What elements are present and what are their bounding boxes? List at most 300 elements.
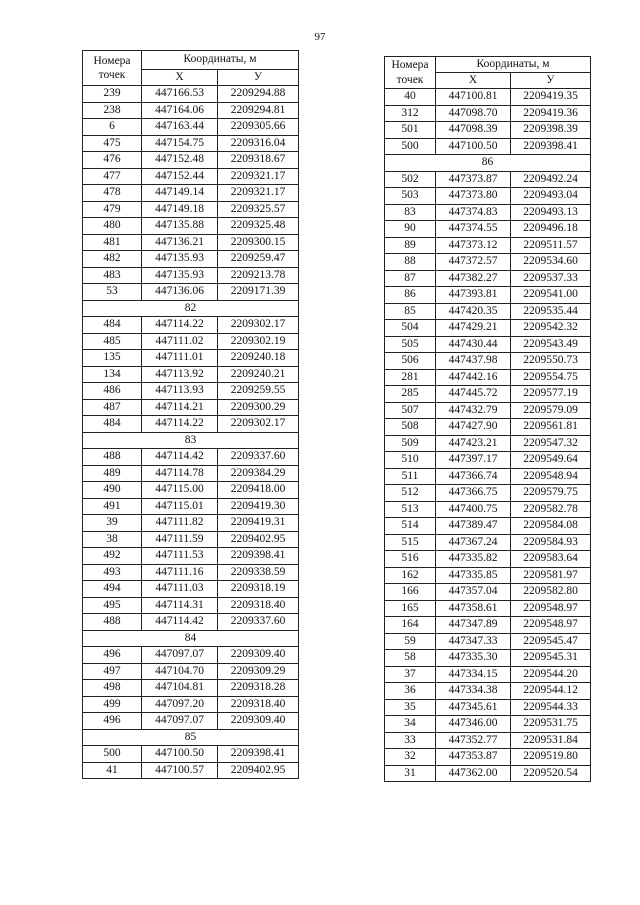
y-coordinate-cell: 2209384.29 — [218, 465, 299, 482]
table-row — [385, 567, 591, 584]
table-row — [385, 89, 591, 106]
table-row — [83, 152, 299, 169]
x-coordinate-cell: 447111.16 — [142, 564, 218, 581]
table-row — [83, 383, 299, 400]
y-coordinate-cell: 2209402.95 — [218, 531, 299, 548]
point-number-cell: 480 — [83, 218, 142, 235]
table-row — [83, 119, 299, 136]
table-row — [83, 465, 299, 482]
point-number-cell: 312 — [385, 105, 436, 122]
x-coordinate-cell: 447334.15 — [436, 666, 511, 683]
point-number-cell: 495 — [83, 597, 142, 614]
x-coordinate-cell: 447111.59 — [142, 531, 218, 548]
table-row — [83, 564, 299, 581]
table-row — [385, 419, 591, 436]
table-row — [385, 699, 591, 716]
table-left-body — [83, 86, 299, 779]
table-row — [385, 716, 591, 733]
table-row — [385, 336, 591, 353]
x-coordinate-cell: 447382.27 — [436, 270, 511, 287]
point-number-cell: 162 — [385, 567, 436, 584]
point-number-cell: 481 — [83, 234, 142, 251]
point-number-cell: 36 — [385, 683, 436, 700]
point-number-cell: 509 — [385, 435, 436, 452]
x-coordinate-cell: 447347.89 — [436, 617, 511, 634]
point-number-cell: 86 — [385, 287, 436, 304]
table-row — [385, 369, 591, 386]
table-row — [83, 251, 299, 268]
y-coordinate-cell: 2209213.78 — [218, 267, 299, 284]
point-number-cell: 490 — [83, 482, 142, 499]
point-number-cell: 488 — [83, 614, 142, 631]
x-coordinate-cell: 447100.57 — [142, 762, 218, 779]
table-row — [385, 386, 591, 403]
x-coordinate-cell: 447100.50 — [436, 138, 511, 155]
y-coordinate-cell: 2209535.44 — [511, 303, 591, 320]
y-coordinate-cell: 2209541.00 — [511, 287, 591, 304]
coordinates-header: Координаты, м — [436, 57, 591, 73]
x-coordinate-cell: 447393.81 — [436, 287, 511, 304]
x-coordinate-cell: 447432.79 — [436, 402, 511, 419]
y-coordinate-cell: 2209419.30 — [218, 498, 299, 515]
point-number-cell: 510 — [385, 452, 436, 469]
y-coordinate-cell: 2209577.19 — [511, 386, 591, 403]
table-row — [385, 204, 591, 221]
point-number-cell: 484 — [83, 317, 142, 334]
y-coordinate-cell: 2209318.40 — [218, 696, 299, 713]
table-row — [385, 452, 591, 469]
table-row — [83, 696, 299, 713]
table-row — [385, 749, 591, 766]
y-coordinate-cell: 2209543.49 — [511, 336, 591, 353]
table-row — [83, 86, 299, 103]
section-number: 84 — [83, 630, 299, 647]
table-row — [83, 102, 299, 119]
x-coordinate-cell: 447366.75 — [436, 485, 511, 502]
coordinates-table-right — [384, 56, 591, 782]
section-row — [385, 155, 591, 172]
y-coordinate-cell: 2209584.08 — [511, 518, 591, 535]
y-coordinate-cell: 2209419.36 — [511, 105, 591, 122]
table-row — [385, 732, 591, 749]
x-coordinate-cell: 447097.07 — [142, 713, 218, 730]
x-coordinate-cell: 447149.18 — [142, 201, 218, 218]
table-row — [83, 168, 299, 185]
y-coordinate-cell: 2209259.55 — [218, 383, 299, 400]
point-number-cell: 59 — [385, 633, 436, 650]
point-number-cell: 89 — [385, 237, 436, 254]
x-coordinate-cell: 447397.17 — [436, 452, 511, 469]
section-row — [83, 432, 299, 449]
point-number-cell: 37 — [385, 666, 436, 683]
x-coordinate-cell: 447111.02 — [142, 333, 218, 350]
y-coordinate-cell: 2209321.17 — [218, 185, 299, 202]
table-row — [83, 482, 299, 499]
section-number: 82 — [83, 300, 299, 317]
table-row — [385, 237, 591, 254]
x-coordinate-cell: 447427.90 — [436, 419, 511, 436]
x-coordinate-cell: 447163.44 — [142, 119, 218, 136]
y-coordinate-cell: 2209337.60 — [218, 614, 299, 631]
table-row — [83, 185, 299, 202]
point-number-cell: 498 — [83, 680, 142, 697]
x-coordinate-cell: 447136.06 — [142, 284, 218, 301]
x-coordinate-cell: 447104.70 — [142, 663, 218, 680]
points-header-line2: точек — [396, 73, 424, 86]
table-row — [83, 267, 299, 284]
y-coordinate-cell: 2209318.40 — [218, 597, 299, 614]
x-coordinate-cell: 447152.48 — [142, 152, 218, 169]
table-row — [385, 122, 591, 139]
y-coordinate-cell: 2209531.75 — [511, 716, 591, 733]
x-coordinate-cell: 447115.01 — [142, 498, 218, 515]
point-number-cell: 514 — [385, 518, 436, 535]
point-number-cell: 135 — [83, 350, 142, 367]
x-coordinate-cell: 447335.85 — [436, 567, 511, 584]
point-number-cell: 34 — [385, 716, 436, 733]
x-coordinate-cell: 447445.72 — [436, 386, 511, 403]
y-coordinate-cell: 2209309.40 — [218, 647, 299, 664]
point-number-cell: 483 — [83, 267, 142, 284]
table-row — [83, 317, 299, 334]
table-row — [83, 597, 299, 614]
x-coordinate-cell: 447374.55 — [436, 221, 511, 238]
x-coordinate-cell: 447334.38 — [436, 683, 511, 700]
table-row — [83, 515, 299, 532]
point-number-cell: 500 — [83, 746, 142, 763]
point-number-cell: 485 — [83, 333, 142, 350]
y-coordinate-cell: 2209582.80 — [511, 584, 591, 601]
x-coordinate-cell: 447373.80 — [436, 188, 511, 205]
section-number: 86 — [385, 155, 591, 172]
x-coordinate-cell: 447111.03 — [142, 581, 218, 598]
point-number-cell: 508 — [385, 419, 436, 436]
x-coordinate-cell: 447335.30 — [436, 650, 511, 667]
y-coordinate-cell: 2209547.32 — [511, 435, 591, 452]
table-row — [83, 399, 299, 416]
x-coordinate-cell: 447113.92 — [142, 366, 218, 383]
y-coordinate-cell: 2209542.32 — [511, 320, 591, 337]
y-coordinate-cell: 2209582.78 — [511, 501, 591, 518]
x-coordinate-cell: 447346.00 — [436, 716, 511, 733]
y-coordinate-cell: 2209549.64 — [511, 452, 591, 469]
y-coordinate-cell: 2209171.39 — [218, 284, 299, 301]
x-coordinate-cell: 447347.33 — [436, 633, 511, 650]
x-coordinate-cell: 447115.00 — [142, 482, 218, 499]
x-coordinate-cell: 447423.21 — [436, 435, 511, 452]
x-coordinate-cell: 447373.12 — [436, 237, 511, 254]
table-row — [83, 234, 299, 251]
x-coordinate-cell: 447104.81 — [142, 680, 218, 697]
table-row — [83, 762, 299, 779]
y-coordinate-cell: 2209544.12 — [511, 683, 591, 700]
point-number-cell: 31 — [385, 765, 436, 782]
table-row — [385, 270, 591, 287]
x-coordinate-cell: 447362.00 — [436, 765, 511, 782]
table-row — [83, 218, 299, 235]
y-coordinate-cell: 2209545.47 — [511, 633, 591, 650]
y-coordinate-cell: 2209305.66 — [218, 119, 299, 136]
section-row — [83, 630, 299, 647]
y-coordinate-cell: 2209581.97 — [511, 567, 591, 584]
table-row — [385, 650, 591, 667]
table-row — [83, 416, 299, 433]
y-coordinate-cell: 2209418.00 — [218, 482, 299, 499]
points-header-line1: Номера — [93, 54, 131, 67]
section-row — [83, 729, 299, 746]
x-coordinate-cell: 447166.53 — [142, 86, 218, 103]
table-row — [385, 188, 591, 205]
x-coordinate-cell: 447335.82 — [436, 551, 511, 568]
point-number-cell: 494 — [83, 581, 142, 598]
table-row — [83, 201, 299, 218]
point-number-cell: 479 — [83, 201, 142, 218]
x-coordinate-cell: 447372.57 — [436, 254, 511, 271]
y-coordinate-cell: 2209561.81 — [511, 419, 591, 436]
x-coordinate-cell: 447442.16 — [436, 369, 511, 386]
x-coordinate-cell: 447114.21 — [142, 399, 218, 416]
y-coordinate-cell: 2209337.60 — [218, 449, 299, 466]
point-number-cell: 87 — [385, 270, 436, 287]
section-number: 83 — [83, 432, 299, 449]
point-number-cell: 90 — [385, 221, 436, 238]
y-coordinate-cell: 2209294.88 — [218, 86, 299, 103]
y-coordinate-cell: 2209545.31 — [511, 650, 591, 667]
y-coordinate-cell: 2209492.24 — [511, 171, 591, 188]
y-coordinate-cell: 2209579.09 — [511, 402, 591, 419]
y-coordinate-cell: 2209398.41 — [218, 746, 299, 763]
x-coordinate-cell: 447437.98 — [436, 353, 511, 370]
point-number-cell: 165 — [385, 600, 436, 617]
table-row — [385, 303, 591, 320]
y-coordinate-cell: 2209398.41 — [218, 548, 299, 565]
x-coordinate-cell: 447114.78 — [142, 465, 218, 482]
point-number-cell: 492 — [83, 548, 142, 565]
y-coordinate-cell: 2209537.33 — [511, 270, 591, 287]
point-number-cell: 507 — [385, 402, 436, 419]
point-number-cell: 41 — [83, 762, 142, 779]
point-number-cell: 503 — [385, 188, 436, 205]
point-number-cell: 6 — [83, 119, 142, 136]
table-row — [83, 713, 299, 730]
x-coordinate-cell: 447113.93 — [142, 383, 218, 400]
table-row — [83, 284, 299, 301]
table-row — [385, 221, 591, 238]
y-coordinate-cell: 2209579.75 — [511, 485, 591, 502]
point-number-cell: 476 — [83, 152, 142, 169]
point-number-cell: 85 — [385, 303, 436, 320]
x-coordinate-cell: 447389.47 — [436, 518, 511, 535]
table-row — [385, 683, 591, 700]
table-row — [385, 105, 591, 122]
y-coordinate-cell: 2209584.93 — [511, 534, 591, 551]
point-number-cell: 33 — [385, 732, 436, 749]
y-column-header: У — [218, 70, 299, 86]
section-number: 85 — [83, 729, 299, 746]
point-number-cell: 487 — [83, 399, 142, 416]
point-number-cell: 482 — [83, 251, 142, 268]
y-coordinate-cell: 2209325.48 — [218, 218, 299, 235]
y-coordinate-cell: 2209493.13 — [511, 204, 591, 221]
point-number-cell: 496 — [83, 647, 142, 664]
x-coordinate-cell: 447100.50 — [142, 746, 218, 763]
x-coordinate-cell: 447357.04 — [436, 584, 511, 601]
table-row — [385, 468, 591, 485]
y-coordinate-cell: 2209531.84 — [511, 732, 591, 749]
y-coordinate-cell: 2209548.97 — [511, 600, 591, 617]
table-row — [385, 633, 591, 650]
x-coordinate-cell: 447114.42 — [142, 614, 218, 631]
table-row — [385, 600, 591, 617]
point-number-cell: 477 — [83, 168, 142, 185]
x-coordinate-cell: 447135.93 — [142, 251, 218, 268]
y-coordinate-cell: 2209318.67 — [218, 152, 299, 169]
y-coordinate-cell: 2209398.41 — [511, 138, 591, 155]
points-column-header — [385, 57, 436, 89]
y-coordinate-cell: 2209318.19 — [218, 581, 299, 598]
y-coordinate-cell: 2209419.35 — [511, 89, 591, 106]
table-row — [385, 518, 591, 535]
page-number: 97 — [314, 31, 326, 43]
point-number-cell: 281 — [385, 369, 436, 386]
point-number-cell: 475 — [83, 135, 142, 152]
point-number-cell: 513 — [385, 501, 436, 518]
point-number-cell: 88 — [385, 254, 436, 271]
point-number-cell: 40 — [385, 89, 436, 106]
table-row — [385, 435, 591, 452]
point-number-cell: 238 — [83, 102, 142, 119]
y-coordinate-cell: 2209259.47 — [218, 251, 299, 268]
point-number-cell: 502 — [385, 171, 436, 188]
x-coordinate-cell: 447164.06 — [142, 102, 218, 119]
y-coordinate-cell: 2209548.97 — [511, 617, 591, 634]
table-row — [83, 366, 299, 383]
x-coordinate-cell: 447135.88 — [142, 218, 218, 235]
y-coordinate-cell: 2209493.04 — [511, 188, 591, 205]
points-header-line1: Номера — [391, 59, 429, 72]
table-row — [385, 501, 591, 518]
y-coordinate-cell: 2209300.15 — [218, 234, 299, 251]
x-coordinate-cell: 447152.44 — [142, 168, 218, 185]
point-number-cell: 501 — [385, 122, 436, 139]
y-coordinate-cell: 2209302.19 — [218, 333, 299, 350]
x-coordinate-cell: 447352.77 — [436, 732, 511, 749]
y-coordinate-cell: 2209548.94 — [511, 468, 591, 485]
x-coordinate-cell: 447114.42 — [142, 449, 218, 466]
point-number-cell: 491 — [83, 498, 142, 515]
x-coordinate-cell: 447420.35 — [436, 303, 511, 320]
y-coordinate-cell: 2209318.28 — [218, 680, 299, 697]
y-coordinate-cell: 2209338.59 — [218, 564, 299, 581]
table-row — [385, 534, 591, 551]
table-row — [83, 498, 299, 515]
point-number-cell: 39 — [83, 515, 142, 532]
x-coordinate-cell: 447111.82 — [142, 515, 218, 532]
point-number-cell: 486 — [83, 383, 142, 400]
x-coordinate-cell: 447367.24 — [436, 534, 511, 551]
x-coordinate-cell: 447374.83 — [436, 204, 511, 221]
x-coordinate-cell: 447135.93 — [142, 267, 218, 284]
y-coordinate-cell: 2209519.80 — [511, 749, 591, 766]
table-row — [83, 647, 299, 664]
y-coordinate-cell: 2209583.64 — [511, 551, 591, 568]
table-row — [83, 581, 299, 598]
point-number-cell: 515 — [385, 534, 436, 551]
points-header-line2: точек — [98, 69, 126, 81]
x-coordinate-cell: 447098.70 — [436, 105, 511, 122]
point-number-cell: 506 — [385, 353, 436, 370]
y-coordinate-cell: 2209325.57 — [218, 201, 299, 218]
y-coordinate-cell: 2209316.04 — [218, 135, 299, 152]
y-coordinate-cell: 2209309.40 — [218, 713, 299, 730]
x-coordinate-cell: 447373.87 — [436, 171, 511, 188]
x-coordinate-cell: 447345.61 — [436, 699, 511, 716]
x-coordinate-cell: 447100.81 — [436, 89, 511, 106]
y-coordinate-cell: 2209398.39 — [511, 122, 591, 139]
table-row — [385, 551, 591, 568]
coordinates-table-left — [82, 50, 299, 779]
point-number-cell: 166 — [385, 584, 436, 601]
point-number-cell: 478 — [83, 185, 142, 202]
point-number-cell: 285 — [385, 386, 436, 403]
y-column-header: У — [511, 73, 591, 89]
y-coordinate-cell: 2209302.17 — [218, 317, 299, 334]
point-number-cell: 488 — [83, 449, 142, 466]
x-column-header: Х — [436, 73, 511, 89]
x-coordinate-cell: 447429.21 — [436, 320, 511, 337]
table-row — [385, 402, 591, 419]
point-number-cell: 83 — [385, 204, 436, 221]
y-coordinate-cell: 2209419.31 — [218, 515, 299, 532]
point-number-cell: 504 — [385, 320, 436, 337]
x-coordinate-cell: 447430.44 — [436, 336, 511, 353]
point-number-cell: 134 — [83, 366, 142, 383]
y-coordinate-cell: 2209550.73 — [511, 353, 591, 370]
table-row — [385, 171, 591, 188]
x-coordinate-cell: 447400.75 — [436, 501, 511, 518]
point-number-cell: 489 — [83, 465, 142, 482]
y-coordinate-cell: 2209240.18 — [218, 350, 299, 367]
table-row — [83, 135, 299, 152]
point-number-cell: 496 — [83, 713, 142, 730]
point-number-cell: 239 — [83, 86, 142, 103]
x-coordinate-cell: 447097.20 — [142, 696, 218, 713]
x-coordinate-cell: 447353.87 — [436, 749, 511, 766]
y-coordinate-cell: 2209309.29 — [218, 663, 299, 680]
y-coordinate-cell: 2209544.20 — [511, 666, 591, 683]
table-row — [83, 333, 299, 350]
y-coordinate-cell: 2209520.54 — [511, 765, 591, 782]
table-row — [83, 449, 299, 466]
table-row — [385, 765, 591, 782]
table-row — [83, 350, 299, 367]
table-row — [385, 617, 591, 634]
point-number-cell: 484 — [83, 416, 142, 433]
table-row — [385, 254, 591, 271]
point-number-cell: 32 — [385, 749, 436, 766]
table-row — [385, 353, 591, 370]
section-row — [83, 300, 299, 317]
y-coordinate-cell: 2209511.57 — [511, 237, 591, 254]
point-number-cell: 53 — [83, 284, 142, 301]
point-number-cell: 505 — [385, 336, 436, 353]
point-number-cell: 58 — [385, 650, 436, 667]
x-coordinate-cell: 447154.75 — [142, 135, 218, 152]
x-coordinate-cell: 447114.22 — [142, 317, 218, 334]
coordinates-header: Координаты, м — [142, 51, 299, 70]
points-column-header — [83, 51, 142, 86]
point-number-cell: 164 — [385, 617, 436, 634]
